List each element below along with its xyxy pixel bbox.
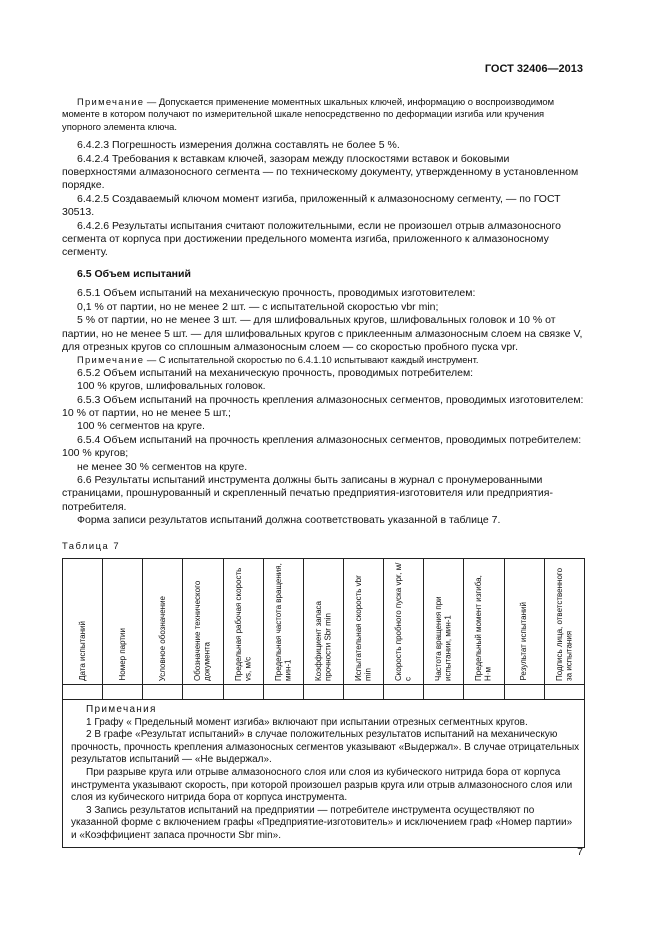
clause-6-4-2-6: 6.4.2.6 Результаты испытания считают положительными, если не произошел отрыв алмазоносного сегмента от корпуса при достижении предельного момента изгиба, приложенного к алмазоносному сегменту. (62, 219, 561, 259)
table-cell (143, 685, 183, 700)
note-2 (62, 354, 585, 366)
column-header-label: Результат испытаний (519, 602, 529, 681)
table-notes-label: Примечания (86, 704, 157, 715)
table-cell (303, 685, 343, 700)
section-heading-6-5: 6.5 Объем испытаний (77, 267, 191, 280)
note-label: Примечание (77, 96, 145, 107)
table-cell (263, 685, 303, 700)
table-header-cell (183, 559, 223, 685)
body-text (62, 96, 585, 848)
clause-6-5-4-a: не менее 30 % сегментов на круге. (77, 460, 248, 473)
table-note-1: 1 Графу « Предельный момент изгиба» включают при испытании отрезных сегментных кругов. (86, 716, 528, 728)
clause-6-5-1-a: 0,1 % от партии, но не менее 2 шт. — с испытательной скоростью vbr min; (77, 300, 439, 313)
table-header-cell (384, 559, 424, 685)
table-header-cell (263, 559, 303, 685)
column-header-label: Скорость пробного пуска vpr, м/с (394, 562, 413, 681)
table-cell (223, 685, 263, 700)
table-cell (343, 685, 383, 700)
table-header-cell (424, 559, 464, 685)
table-title: Таблица 7 (62, 539, 121, 551)
table-header-cell (343, 559, 383, 685)
table-header-cell (504, 559, 544, 685)
table-cell (384, 685, 424, 700)
column-header-label: Предельный момент изгиба, Н·м (474, 575, 493, 681)
clause-6-5-2: 6.5.2 Объем испытаний на механическую прочность, проводимых потребителем: (77, 366, 474, 379)
clause-6-4-2-4: 6.4.2.4 Требования к вставкам ключей, зазорам между плоскостями вставок и боковыми поверхностями алмазоносного сегмента — по техническому документу, утвержденному в установленном порядке. (62, 152, 579, 192)
column-header-label: Частота вращения при испытании, мин-1 (434, 596, 453, 681)
column-header-label: Испытательная скорость vbr min (354, 575, 373, 681)
note-text: — Допускается применение моментных шкальных ключей, информацию о воспроизводимом моменте в котором получают по измерительной шкале непосредственно по деформации изгиба или кручения упорного элемента ключа. (62, 96, 555, 132)
note-2-text: — С испытательной скоростью по 6.4.1.10 испытывают каждый инструмент. (144, 354, 479, 366)
table-header-cell (103, 559, 143, 685)
column-header-label: Условное обозначение (158, 595, 168, 681)
table-note-2-cont: При разрыве круга или отрыве алмазоносного слоя или слоя из кубического нитрида бора от корпуса инструмента указывают скорость, при которой произошел разрыв круга или отрыв алмазоносного слоя или слоя из кубического нитрида бора от корпуса инструмента. (71, 766, 573, 804)
clause-6-5-1: 6.5.1 Объем испытаний на механическую прочность, проводимых изготовителем: (77, 287, 476, 300)
column-header-label: Номер партии (117, 628, 127, 681)
clause-6-4-2-3: 6.4.2.3 Погрешность измерения должна составлять не более 5 %. (77, 139, 400, 152)
note-2-label: Примечание (77, 354, 145, 366)
table-header-cell (143, 559, 183, 685)
column-header-label: Коэффициент запаса прочности Sbr min (313, 601, 333, 681)
table-cell (544, 685, 584, 700)
table-cell (504, 685, 544, 700)
column-header-label: Подпись лица, ответственного за испытания (554, 567, 574, 681)
note-paragraph (62, 96, 585, 133)
page-number: 7 (577, 846, 583, 858)
table-header-cell (223, 559, 263, 685)
table-notes (62, 700, 585, 848)
column-header-label: Обозначение технического документа (193, 580, 212, 681)
column-header-label: Предельная рабочая скорость vs, м/с (233, 567, 253, 681)
results-table (62, 558, 585, 700)
clause-6-5-3-a: 100 % сегментов на круге. (77, 420, 205, 433)
clause-6-5-3: 6.5.3 Объем испытаний на прочность крепления алмазоносных сегментов, проводимых изготовителем: 10 % от партии, но не менее 5 шт.; (62, 393, 584, 419)
column-header-label: Предельная частота вращения, мин-1 (273, 563, 293, 681)
table-cell (424, 685, 464, 700)
table-cell (63, 685, 103, 700)
table-note-2: 2 В графе «Результат испытаний» в случае положительных результатов испытаний на механическую прочность, прочность крепления алмазоносных сегментов указывают «Выдержал». В случае отрицательных результатов испытаний — «Не выдержал». (71, 729, 580, 766)
table-header-cell (63, 559, 103, 685)
document-id: ГОСТ 32406—2013 (484, 63, 583, 75)
table-cell (103, 685, 143, 700)
table-header-cell (464, 559, 504, 685)
table-row (63, 685, 585, 700)
table-cell (183, 685, 223, 700)
table-header-row (63, 559, 585, 685)
table-note-3: 3 Запись результатов испытаний на предприятии — потребителе инструмента осуществляют по указанной форме с включением графы «Предприятие-изготовитель» и исключением граф «Номер партии» и «Коэффициент запаса прочности Sbr min». (71, 804, 573, 841)
clause-6-6: 6.6 Результаты испытаний инструмента должны быть записаны в журнал с пронумерованными страницами, прошнурованный и скрепленный печатью предприятия-изготовителя или предприятия-потребителя. (62, 473, 553, 513)
table-header-cell (303, 559, 343, 685)
clause-6-5-1-b: 5 % от партии, но не менее 3 шт. — для шлифовальных кругов, шлифовальных головок и 10 % от партии, но не менее 5 шт. — для шлифовальных кругов с приклеенным алмазоносным слоем на связке V, для отрезных кругов со сплошным алмазоносным слоем — со скоростью пробного пуска vpr. (62, 314, 583, 353)
clause-6-5-2-a: 100 % кругов, шлифовальных головок. (77, 380, 266, 393)
column-header-label: Дата испытаний (77, 621, 87, 681)
clause-6-5-4: 6.5.4 Объем испытаний на прочность крепления алмазоносных сегментов, проводимых потребителем: 100 % кругов; (62, 433, 582, 460)
table-cell (464, 685, 504, 700)
clause-6-4-2-5: 6.4.2.5 Создаваемый ключом момент изгиба, приложенный к алмазоносному сегменту, — по ГОСТ 30513. (62, 192, 561, 219)
table-header-cell (544, 559, 584, 685)
clause-6-6-a: Форма записи результатов испытаний должна соответствовать указанной в таблице 7. (77, 514, 501, 527)
